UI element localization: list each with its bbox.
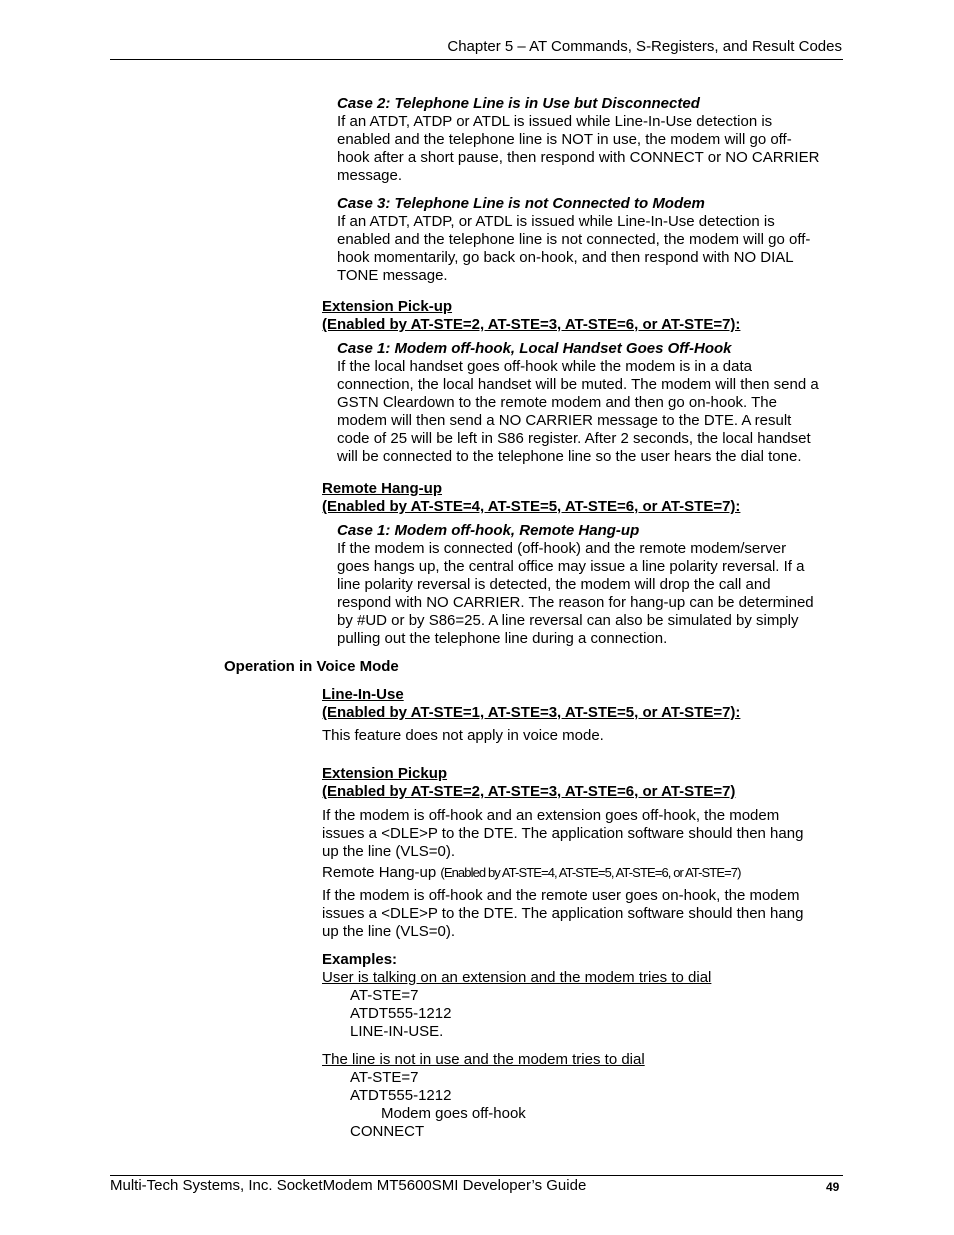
section-enabled: (Enabled by AT-STE=1, AT-STE=3, AT-STE=5, or AT-STE=7): (322, 704, 741, 721)
voice-extension-pickup-heading (322, 765, 735, 801)
example-line: ATDT555-1212 (350, 1005, 452, 1022)
text-line: by #UD or by S86=25. A line reversal can also be simulated by simply (337, 612, 799, 629)
text-line: up the line (VLS=0). (322, 843, 456, 860)
section-title: Remote Hang-up (322, 480, 442, 497)
text-line: issues a <DLE>P to the DTE. The application software should then hang (322, 905, 804, 922)
text-line: If the local handset goes off-hook while the modem is in a data (337, 358, 752, 375)
section-title: Extension Pick-up (322, 298, 453, 315)
text-line: line polarity reversal is detected, the modem will drop the call and (337, 576, 771, 593)
example-line: AT-STE=7 (350, 987, 419, 1004)
case-title: Case 1: Modem off-hook, Remote Hang-up (337, 522, 640, 539)
section-enabled: (Enabled by AT-STE=4, AT-STE=5, AT-STE=6, or AT-STE=7): (322, 498, 741, 515)
text-line: If the modem is off-hook and the remote user goes on-hook, the modem (322, 887, 800, 904)
page-number: 49 (826, 1180, 840, 1194)
text-line: If an ATDT, ATDP, or ATDL is issued while Line-In-Use detection is (337, 213, 775, 230)
text-line: up the line (VLS=0). (322, 923, 456, 940)
text-line: GSTN Cleardown to the remote modem and then go on-hook. The (337, 394, 777, 411)
text-line: hook after a short pause, then respond with CONNECT or NO CARRIER (337, 149, 820, 166)
text-line: issues a <DLE>P to the DTE. The application software should then hang (322, 825, 804, 842)
case3-title: Case 3: Telephone Line is not Connected to Modem (337, 195, 705, 212)
voice-mode-heading: Operation in Voice Mode (224, 658, 399, 675)
section-title: Remote Hang-up (322, 864, 441, 881)
footer-rule (110, 1175, 843, 1176)
section-title: Extension Pickup (322, 765, 448, 782)
example-line: Modem goes off-hook (381, 1105, 526, 1122)
examples-block (322, 951, 711, 1141)
text-line: enabled and the telephone line is NOT in use, the modem will go off- (337, 131, 792, 148)
voice-remote-hangup-heading (322, 864, 741, 882)
text-line: If an ATDT, ATDP or ATDL is issued while Line-In-Use detection is (337, 113, 773, 130)
text-line: pulling out the telephone line during a connection. (337, 630, 668, 647)
remote-hangup-heading (322, 480, 740, 516)
example-line: AT-STE=7 (350, 1069, 419, 1086)
text-line: enabled and the telephone line is not connected, the modem will go off- (337, 231, 811, 248)
section-enabled: (Enabled by AT-STE=2, AT-STE=3, AT-STE=6, or AT-STE=7): (322, 316, 741, 333)
text-line: will be connected to the telephone line so the user hears the dial tone. (337, 448, 802, 465)
text-line: respond with NO CARRIER. The reason for hang-up can be determined (337, 594, 814, 611)
case2-block (337, 95, 819, 185)
text-line: If the modem is connected (off-hook) and the remote modem/server (337, 540, 787, 557)
text-line: modem will then send a NO CARRIER message to the DTE. A result (337, 412, 792, 429)
case3-block (337, 195, 810, 285)
examples-heading: Examples: (322, 951, 398, 968)
line-in-use-text: This feature does not apply in voice mode. (322, 727, 604, 744)
section-enabled: (Enabled by AT-STE=2, AT-STE=3, AT-STE=6, or AT-STE=7) (322, 783, 736, 800)
example-title: User is talking on an extension and the modem tries to dial (322, 969, 712, 986)
voice-remote-hangup-text (322, 887, 803, 941)
section-title: Line-In-Use (322, 686, 404, 703)
text-line: If the modem is off-hook and an extension goes off-hook, the modem (322, 807, 780, 824)
extension-pickup-case (337, 340, 819, 466)
text-line: connection, the local handset will be muted. The modem will then send a (337, 376, 819, 393)
footer-title: Multi-Tech Systems, Inc. SocketModem MT5600SMI Developer’s Guide (110, 1177, 587, 1194)
text-line: goes hangs up, the central office may issue a line polarity reversal. If a (337, 558, 805, 575)
example-line: ATDT555-1212 (350, 1087, 452, 1104)
header-rule (110, 59, 843, 60)
remote-hangup-case (337, 522, 814, 648)
case2-title: Case 2: Telephone Line is in Use but Disconnected (337, 95, 700, 112)
text-line: code of 25 will be left in S86 register. After 2 seconds, the local handset (337, 430, 811, 447)
voice-extension-pickup-text (322, 807, 803, 861)
section-enabled: (Enabled by AT-STE=4, AT-STE=5, AT-STE=6, or AT-STE=7) (440, 865, 741, 880)
example-line: CONNECT (350, 1123, 425, 1140)
chapter-header: Chapter 5 – AT Commands, S-Registers, and Result Codes (447, 38, 842, 55)
text-line: hook momentarily, go back on-hook, and then respond with NO DIAL (337, 249, 794, 266)
line-in-use-heading (322, 686, 740, 722)
example-line: LINE-IN-USE. (350, 1023, 444, 1040)
case-title: Case 1: Modem off-hook, Local Handset Goes Off-Hook (337, 340, 732, 357)
text-line: message. (337, 167, 403, 184)
example-title: The line is not in use and the modem tries to dial (322, 1051, 645, 1068)
text-line: TONE message. (337, 267, 448, 284)
extension-pickup-heading (322, 298, 740, 334)
